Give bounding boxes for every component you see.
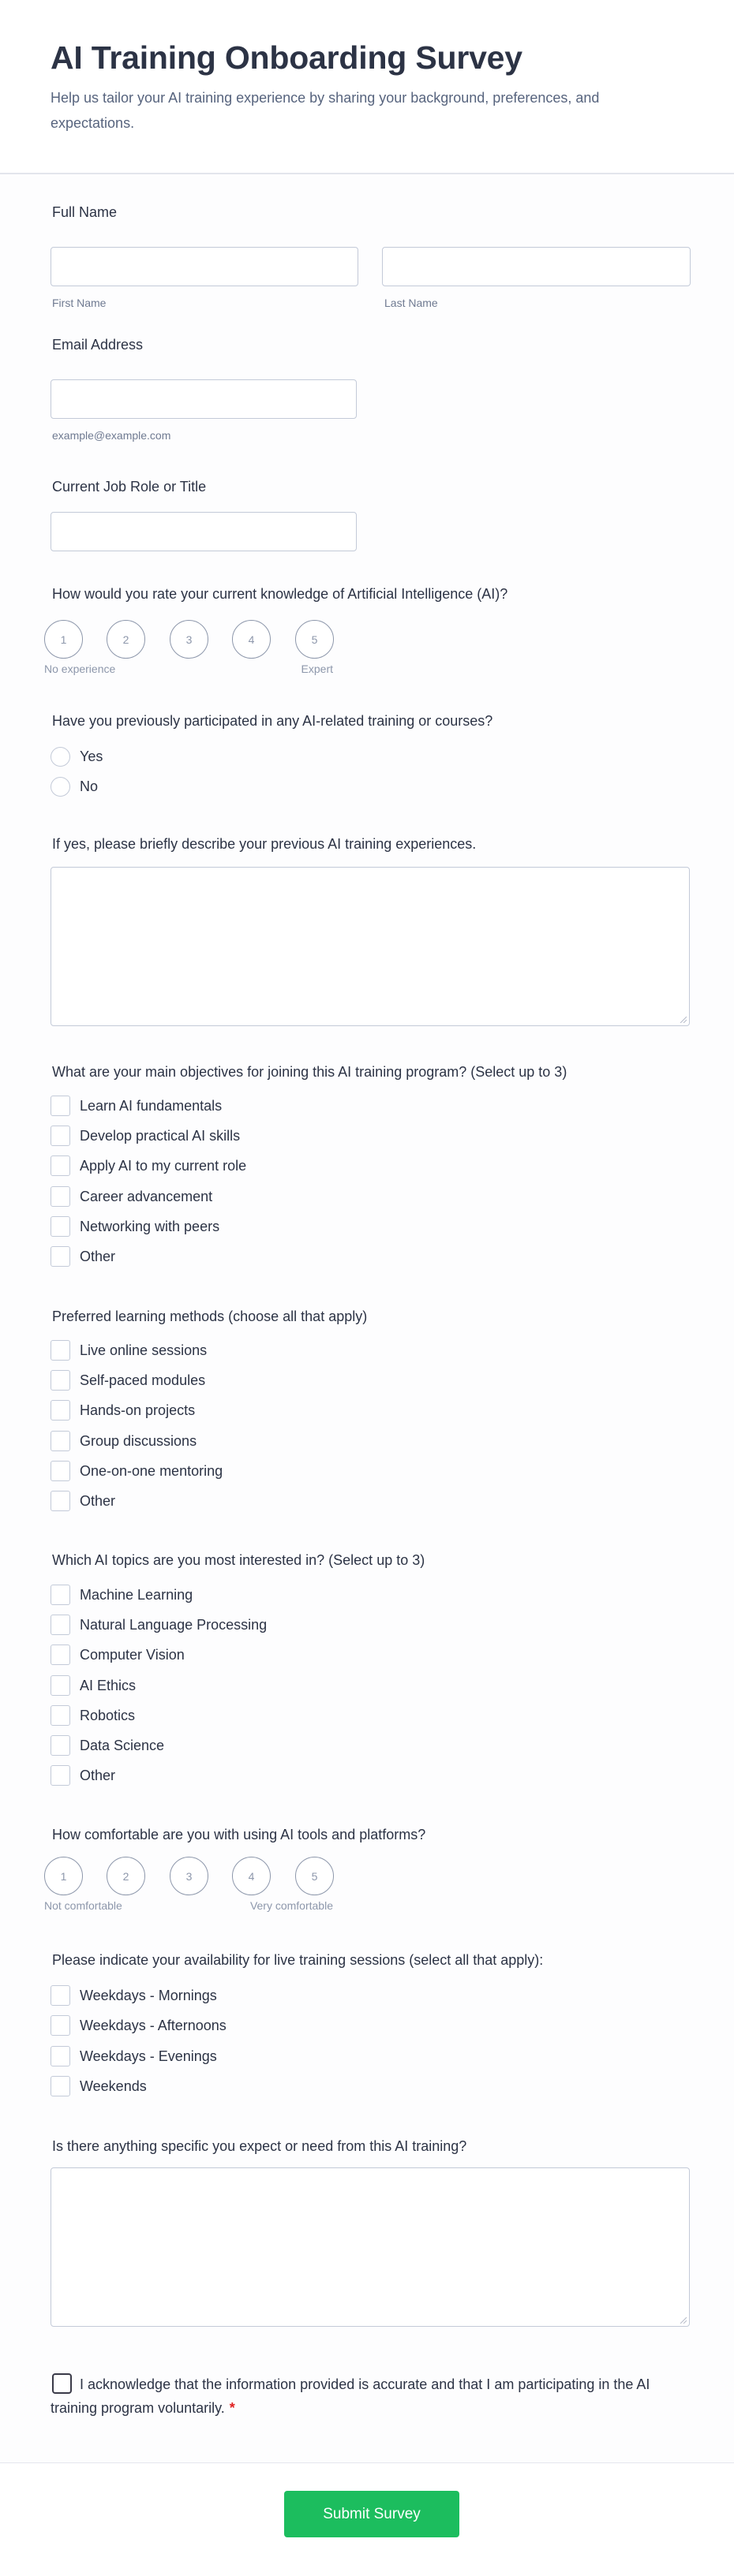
checkbox-option[interactable] (51, 1096, 222, 1116)
comfort-rating (44, 1857, 333, 1920)
checkbox[interactable] (51, 1645, 70, 1665)
checkbox-label: Robotics (80, 1707, 136, 1723)
checkbox-label: Networking with peers (80, 1218, 220, 1234)
form-header (0, 0, 734, 174)
checkbox[interactable] (51, 2046, 70, 2066)
rating-option-5[interactable]: 5 (295, 1857, 334, 1895)
job-role-input[interactable] (51, 512, 357, 551)
checkbox[interactable] (51, 1400, 70, 1421)
checkbox-label: One-on-one mentoring (80, 1462, 223, 1479)
ai-knowledge-label: How would you rate your current knowledge of Artificial Intelligence (AI)? (52, 586, 508, 602)
learning-methods-label: Preferred learning methods (choose all that apply) (52, 1309, 368, 1324)
job-role-label: Current Job Role or Title (52, 479, 207, 495)
email-label: Email Address (52, 337, 144, 353)
rating-high-label: Very comfortable (249, 1899, 333, 1912)
required-asterisk: * (229, 2400, 235, 2416)
checkbox[interactable] (51, 1370, 70, 1391)
checkbox-label: Learn AI fundamentals (80, 1097, 223, 1114)
checkbox-label: Other (80, 1492, 116, 1509)
rating-option-5[interactable]: 5 (295, 620, 334, 659)
checkbox-option[interactable] (51, 1155, 246, 1176)
checkbox-label: Group discussions (80, 1432, 197, 1449)
checkbox-option[interactable] (51, 1186, 212, 1207)
radio-option-no[interactable] (51, 776, 98, 797)
rating-high-label: Expert (301, 663, 333, 675)
email-input[interactable] (51, 379, 357, 419)
checkbox-label: Weekdays - Evenings (80, 2048, 217, 2064)
expectations-textarea[interactable] (51, 2167, 690, 2327)
checkbox-label: Computer Vision (80, 1646, 185, 1663)
checkbox-option[interactable] (51, 1645, 185, 1665)
previous-description-textarea[interactable] (51, 867, 690, 1026)
checkbox-label: AI Ethics (80, 1677, 137, 1693)
checkbox-option[interactable] (51, 1340, 207, 1361)
radio-option-yes[interactable] (51, 746, 103, 767)
checkbox[interactable] (51, 2076, 70, 2096)
checkbox-label: Data Science (80, 1737, 165, 1753)
checkbox-label: Live online sessions (80, 1342, 208, 1358)
form-title: AI Training Onboarding Survey (51, 39, 522, 76)
checkbox-option[interactable] (51, 1705, 135, 1726)
checkbox-label: Apply AI to my current role (80, 1157, 247, 1174)
rating-option-2[interactable]: 2 (107, 620, 145, 659)
form-footer (0, 2462, 734, 2576)
email-sublabel: example@example.com (52, 429, 171, 442)
acknowledgement-text: I acknowledge that the information provided is accurate and that I am participating in the AI training program voluntarily. (51, 2376, 650, 2416)
rating-low-label: Not comfortable (44, 1899, 122, 1912)
checkbox-label: Other (80, 1248, 116, 1264)
checkbox-option[interactable] (51, 1461, 223, 1481)
checkbox[interactable] (51, 1186, 70, 1207)
checkbox[interactable] (51, 1675, 70, 1696)
checkbox-option[interactable] (51, 1246, 115, 1267)
rating-option-3[interactable]: 3 (170, 620, 208, 659)
rating-option-4[interactable]: 4 (232, 1857, 271, 1895)
acknowledgement-checkbox[interactable] (52, 2373, 72, 2394)
previous-training-label: Have you previously participated in any AI-related training or courses? (52, 713, 493, 729)
checkbox-option[interactable] (51, 1491, 115, 1511)
checkbox-option[interactable] (51, 1615, 267, 1635)
availability-label: Please indicate your availability for live training sessions (select all that apply): (52, 1952, 544, 1968)
checkbox[interactable] (51, 1705, 70, 1726)
last-name-input[interactable] (382, 247, 691, 286)
checkbox[interactable] (51, 1585, 70, 1605)
checkbox[interactable] (51, 1155, 70, 1176)
radio-label: Yes (80, 748, 103, 764)
checkbox-label: Self-paced modules (80, 1372, 206, 1388)
rating-option-1[interactable]: 1 (44, 620, 83, 659)
checkbox[interactable] (51, 1246, 70, 1267)
checkbox-label: Other (80, 1767, 116, 1783)
checkbox-option[interactable] (51, 1431, 197, 1451)
checkbox-option[interactable] (51, 1675, 136, 1696)
checkbox-label: Weekdays - Afternoons (80, 2017, 227, 2033)
topics-label: Which AI topics are you most interested in? (Select up to 3) (52, 1552, 425, 1568)
checkbox-option[interactable] (51, 1126, 240, 1146)
checkbox[interactable] (51, 1126, 70, 1146)
checkbox-option[interactable] (51, 1765, 115, 1786)
form-subtitle: Help us tailor your AI training experience by sharing your background, preferences, and expectations. (51, 90, 600, 131)
checkbox-label: Hands-on projects (80, 1402, 196, 1418)
first-name-sublabel: First Name (52, 297, 107, 309)
checkbox[interactable] (51, 1096, 70, 1116)
ai-knowledge-rating (44, 620, 333, 683)
checkbox[interactable] (51, 1431, 70, 1451)
checkbox[interactable] (51, 1340, 70, 1361)
checkbox-option[interactable] (51, 2015, 227, 2036)
checkbox[interactable] (51, 1765, 70, 1786)
last-name-sublabel: Last Name (384, 297, 438, 309)
resize-grip-icon[interactable] (679, 1015, 687, 1023)
checkbox-option[interactable] (51, 2076, 147, 2096)
rating-low-label: No experience (44, 663, 116, 675)
acknowledgement-field (51, 2373, 650, 2420)
resize-grip-icon[interactable] (679, 2316, 687, 2324)
checkbox-option[interactable] (51, 1985, 217, 2006)
checkbox-label: Weekdays - Mornings (80, 1987, 217, 2003)
previous-description-label: If yes, please briefly describe your previous AI training experiences. (52, 836, 477, 852)
checkbox[interactable] (51, 1615, 70, 1635)
checkbox-option[interactable] (51, 1585, 193, 1605)
radio-label: No (80, 778, 99, 794)
rating-option-2[interactable]: 2 (107, 1857, 145, 1895)
full-name-label: Full Name (52, 204, 118, 220)
objectives-label: What are your main objectives for joining this AI training program? (Select up to 3) (52, 1064, 567, 1080)
checkbox-label: Natural Language Processing (80, 1616, 268, 1633)
checkbox-option[interactable] (51, 1216, 219, 1237)
first-name-input[interactable] (51, 247, 358, 286)
checkbox[interactable] (51, 1735, 70, 1756)
submit-survey-button[interactable]: Submit Survey (284, 2491, 459, 2537)
radio-button[interactable] (51, 777, 70, 797)
checkbox-label: Weekends (80, 2078, 147, 2094)
radio-button[interactable] (51, 747, 70, 767)
checkbox[interactable] (51, 1216, 70, 1237)
comfort-label: How comfortable are you with using AI tools and platforms? (52, 1827, 426, 1842)
rating-option-3[interactable]: 3 (170, 1857, 208, 1895)
checkbox-label: Machine Learning (80, 1586, 193, 1603)
expectations-label: Is there anything specific you expect or need from this AI training? (52, 2138, 467, 2154)
checkbox-option[interactable] (51, 1400, 195, 1421)
checkbox[interactable] (51, 1491, 70, 1511)
checkbox-option[interactable] (51, 2046, 217, 2066)
checkbox[interactable] (51, 2015, 70, 2036)
checkbox-option[interactable] (51, 1735, 164, 1756)
checkbox[interactable] (51, 1461, 70, 1481)
rating-option-1[interactable]: 1 (44, 1857, 83, 1895)
checkbox-option[interactable] (51, 1370, 205, 1391)
rating-option-4[interactable]: 4 (232, 620, 271, 659)
checkbox-label: Develop practical AI skills (80, 1127, 241, 1144)
checkbox-label: Career advancement (80, 1188, 213, 1204)
checkbox[interactable] (51, 1985, 70, 2006)
